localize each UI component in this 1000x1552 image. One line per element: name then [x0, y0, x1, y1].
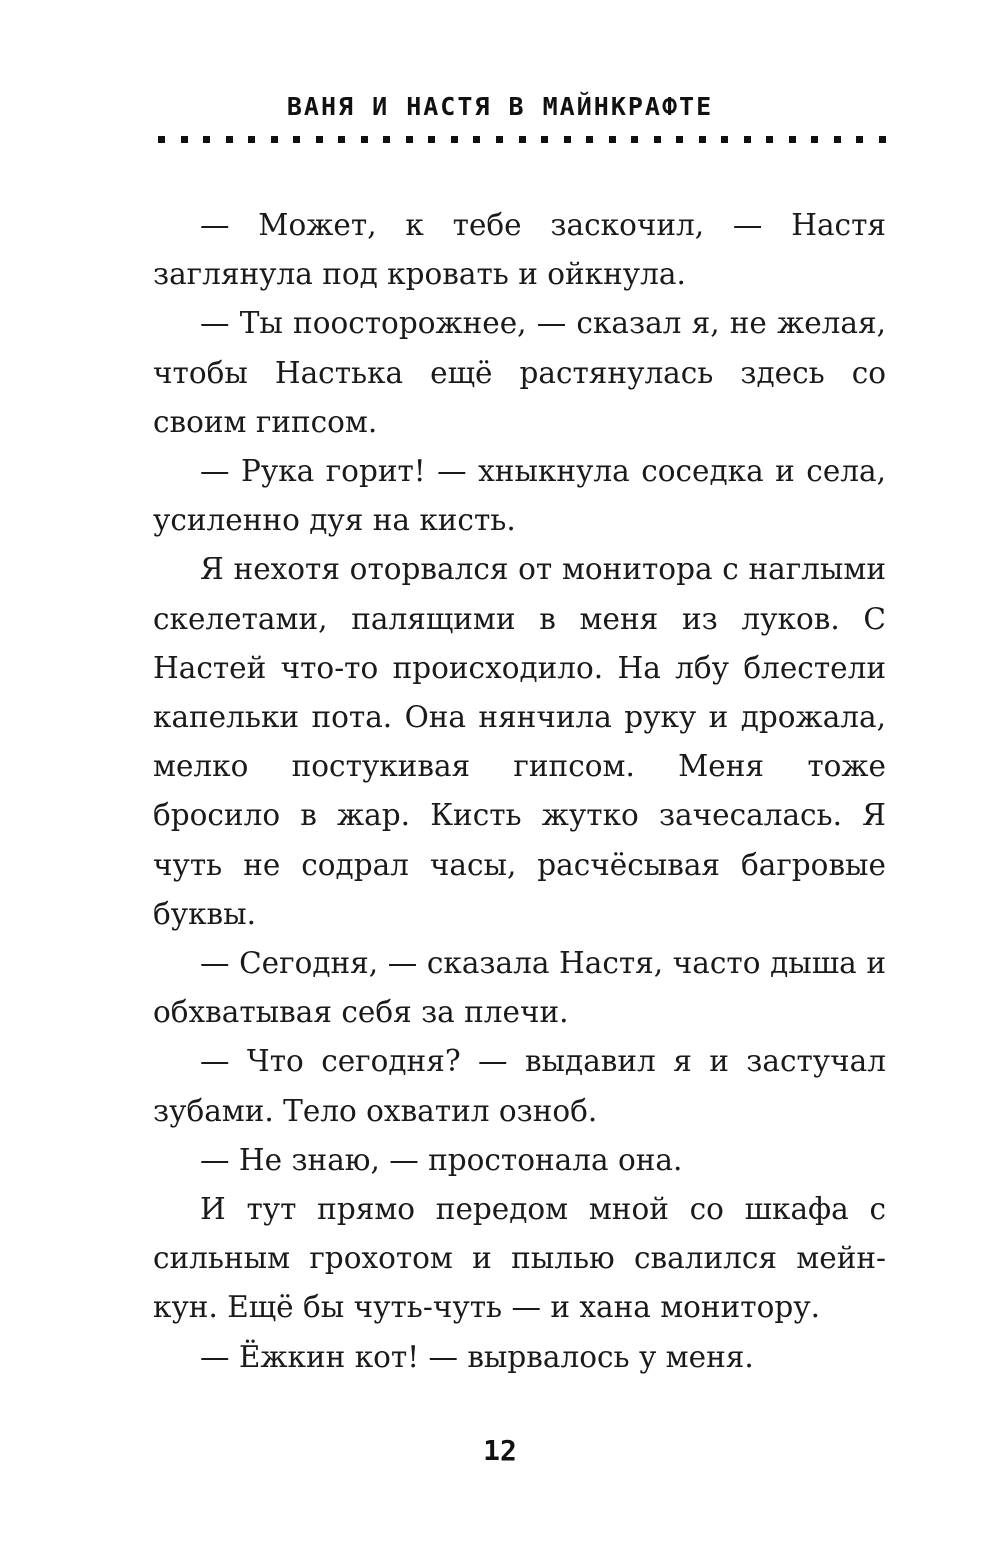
paragraph: — Что сегодня? — выдавил я и застучал зубами. Тело охватил озноб. — [153, 1044, 886, 1128]
paragraph: — Сегодня, — сказала Настя, часто дыша и обхватывая себя за плечи. — [153, 946, 886, 1030]
running-header: ВАНЯ И НАСТЯ В МАЙНКРАФТЕ — [286, 92, 714, 121]
paragraph: — Ты поосторожнее, — сказал я, не желая, чтобы Настька ещё растянулась здесь со своим гипсом. — [153, 306, 886, 439]
paragraph: — Может, к тебе заскочил, — Настя заглянула под кровать и ойкнула. — [153, 208, 886, 292]
body-text — [153, 201, 886, 1382]
paragraph: — Ёжкин кот! — вырвалось у меня. — [200, 1339, 754, 1374]
paragraph: Я нехотя оторвался от монитора с наглыми скелетами, палящими в меня из луков. С Настей что-то происходило. На лбу блестели капельки пота. Она нянчила руку и дрожала, мелко постукивая гипсом. Меня тоже бросило в жар. Кисть жутко зачесалась. Я чуть не содрал часы, расчёсывая багровые буквы. — [153, 552, 886, 931]
paragraph: — Рука горит! — хныкнула соседка и села, усиленно дуя на кисть. — [153, 454, 886, 538]
paragraph: — Не знаю, — простонала она. — [200, 1142, 683, 1177]
dotted-divider — [158, 136, 886, 144]
paragraph: И тут прямо передом мной со шкафа с сильным грохотом и пылью свалился мейн-кун. Ещё бы чуть-чуть — и хана монитору. — [153, 1192, 886, 1325]
page-number: 12 — [483, 1434, 517, 1467]
